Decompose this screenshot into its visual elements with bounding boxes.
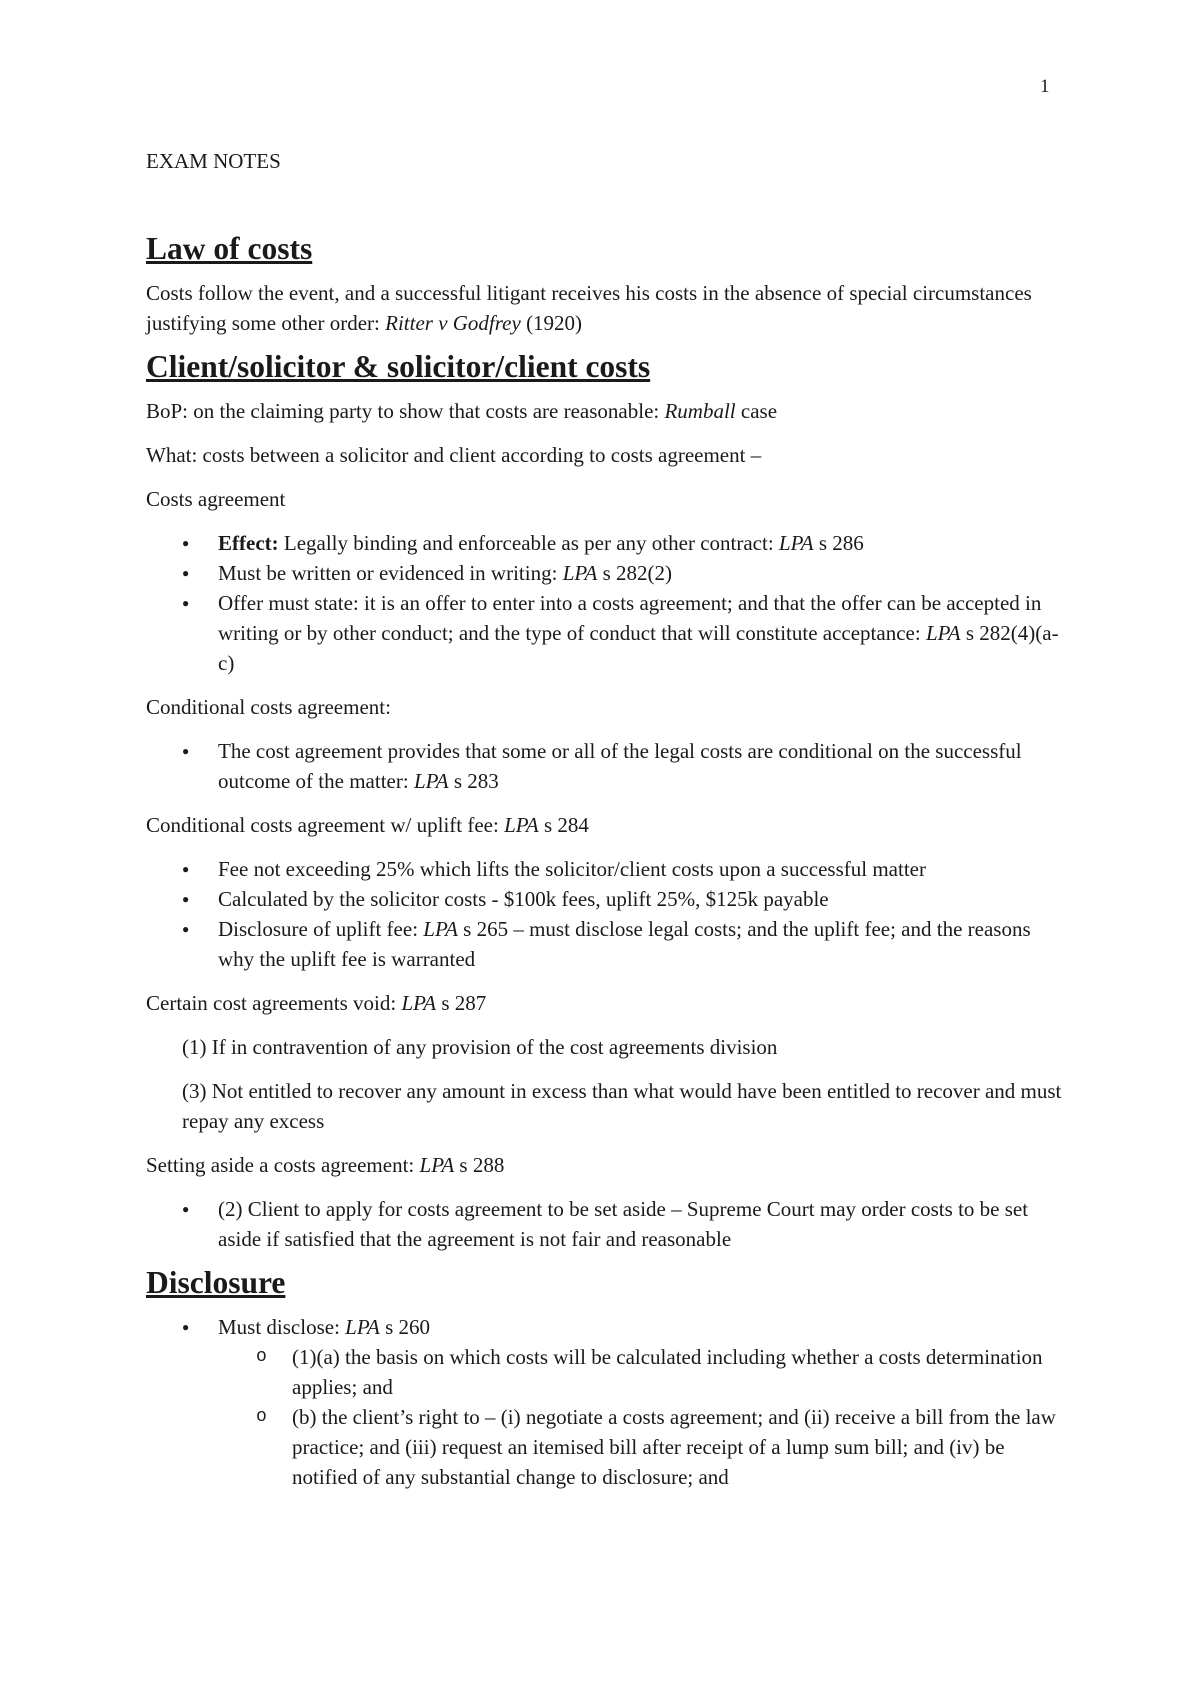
list-item: ● The cost agreement provides that some or all of the legal costs are conditional on the successful outcome of the matter: LPA s 283 (146, 736, 1066, 796)
heading-client-solicitor: Client/solicitor & solicitor/client costs (146, 349, 651, 384)
list-item: ● Disclosure of uplift fee: LPA s 265 – must disclose legal costs; and the uplift fee; and the reasons why the uplift fee is warranted (146, 914, 1066, 974)
bop-paragraph: BoP: on the claiming party to show that costs are reasonable: Rumball case (146, 399, 778, 423)
sub-list-item: o (b) the client’s right to – (i) negotiate a costs agreement; and (ii) receive a bill from the law practice; and (iii) request an itemised bill after receipt of a lump sum bill; and (iv) be notified of any substantial change to disclosure; and (146, 1402, 1066, 1492)
uplift-label: Conditional costs agreement w/ uplift fee: LPA s 284 (146, 813, 589, 837)
page-number: 1 (1040, 76, 1050, 97)
sub-list-item: o (1)(a) the basis on which costs will be calculated including whether a costs determination applies; and (146, 1342, 1066, 1402)
case-name: Rumball (664, 399, 736, 423)
disclosure-list (146, 1312, 1066, 1342)
case-name: Ritter v Godfrey (385, 311, 521, 335)
setting-aside-label: Setting aside a costs agreement: LPA s 288 (146, 1153, 505, 1177)
what-paragraph: What: costs between a solicitor and client according to costs agreement – (146, 443, 762, 467)
list-item: ● Must be written or evidenced in writing: LPA s 282(2) (146, 558, 1066, 588)
list-item: ● Offer must state: it is an offer to enter into a costs agreement; and that the offer can be accepted in writing or by other conduct; and the type of conduct that will constitute acceptance: LPA s 282(4)(a-c) (146, 588, 1066, 678)
document-body (146, 146, 1066, 1492)
law-of-costs-paragraph: Costs follow the event, and a successful litigant receives his costs in the absence of special circumstances justifying some other order: Ritter v Godfrey (1920) (146, 281, 1032, 335)
document-title: EXAM NOTES (146, 149, 281, 173)
void-item-1: (1) If in contravention of any provision of the cost agreements division (182, 1035, 778, 1059)
list-item: ● Must disclose: LPA s 260 (146, 1312, 1066, 1342)
conditional-label: Conditional costs agreement: (146, 695, 391, 719)
heading-disclosure: Disclosure (146, 1265, 286, 1300)
void-label: Certain cost agreements void: LPA s 287 (146, 991, 487, 1015)
costs-agreement-list (146, 528, 1066, 678)
setting-aside-list (146, 1194, 1066, 1254)
heading-law-of-costs: Law of costs (146, 231, 313, 266)
uplift-list (146, 854, 1066, 974)
costs-agreement-label: Costs agreement (146, 487, 286, 511)
void-item-3: (3) Not entitled to recover any amount in excess than what would have been entitled to recover and must repay any excess (182, 1079, 1062, 1133)
list-item: ● (2) Client to apply for costs agreement to be set aside – Supreme Court may order costs to be set aside if satisfied that the agreement is not fair and reasonable (146, 1194, 1066, 1254)
list-item: ● Calculated by the solicitor costs - $100k fees, uplift 25%, $125k payable (146, 884, 1066, 914)
disclosure-sublist (146, 1342, 1066, 1492)
list-item: ● Effect: Legally binding and enforceable as per any other contract: LPA s 286 (146, 528, 1066, 558)
list-item: ● Fee not exceeding 25% which lifts the solicitor/client costs upon a successful matter (146, 854, 1066, 884)
conditional-list (146, 736, 1066, 796)
